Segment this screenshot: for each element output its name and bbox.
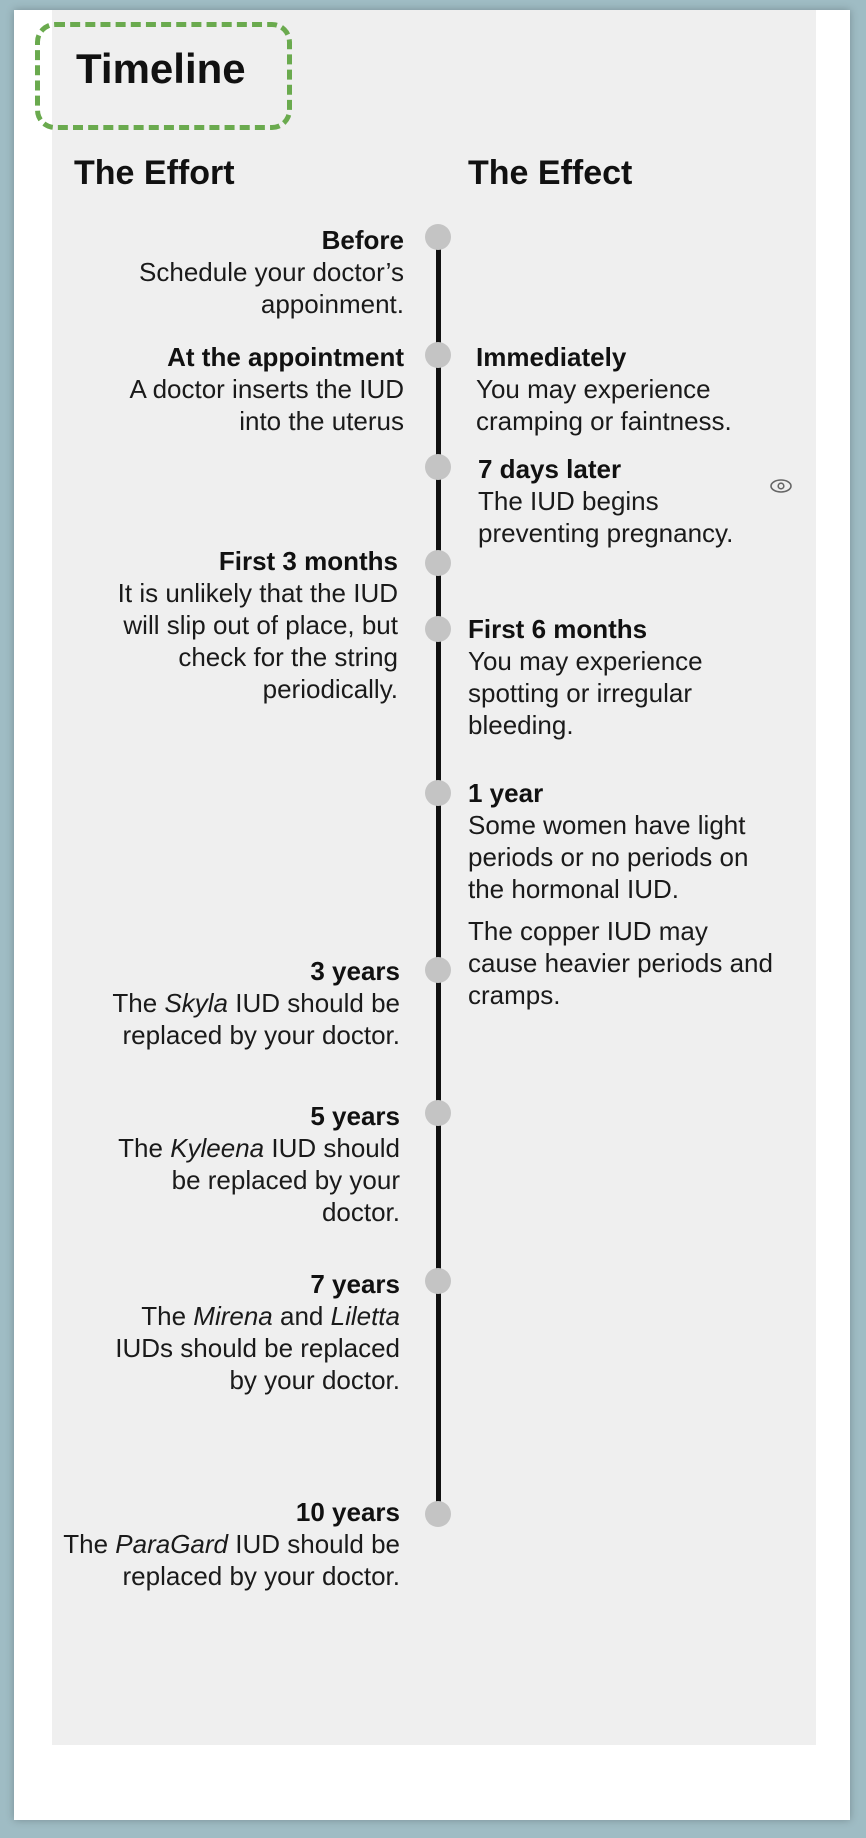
effort-title: First 3 months (218, 546, 398, 576)
column-heading-effect: The Effect (468, 154, 633, 192)
timeline-marker-7-days (425, 454, 451, 480)
effort-desc: The ParaGard IUD should be replaced by your doctor. (63, 1529, 400, 1591)
effect-desc: The IUD begins preventing pregnancy. (478, 486, 734, 548)
timeline-marker-1-year (425, 780, 451, 806)
effect-entry-7-days (478, 453, 768, 549)
timeline-marker-7-years (425, 1268, 451, 1294)
effort-desc: It is unlikely that the IUD will slip out of place, but check for the string periodically. (117, 578, 398, 704)
effort-entry-3-months (90, 545, 398, 705)
effort-desc: Schedule your doctor’s appoinment. (139, 257, 404, 319)
timeline-marker-before (425, 224, 451, 250)
effect-entry-1-year (468, 777, 778, 1011)
timeline-marker-6-months (425, 616, 451, 642)
effect-entry-immediately (476, 341, 776, 437)
timeline-marker-appointment (425, 342, 451, 368)
effort-desc: A doctor inserts the IUD into the uterus (129, 374, 404, 436)
effort-title: 10 years (295, 1497, 400, 1527)
column-heading-effort: The Effort (74, 154, 235, 192)
effect-title: 1 year (468, 778, 544, 808)
effort-title: At the appointment (167, 342, 404, 372)
effort-desc: The Skyla IUD should be replaced by your doctor. (112, 988, 400, 1050)
effort-entry-7-years (90, 1268, 400, 1396)
effect-entry-6-months (468, 613, 738, 741)
timeline-marker-3-years (425, 957, 451, 983)
effort-title: 7 years (310, 1269, 400, 1299)
effect-title: 7 days later (478, 454, 622, 484)
timeline-marker-3-months (425, 550, 451, 576)
effort-entry-3-years (90, 955, 400, 1051)
effort-title: 3 years (310, 956, 400, 986)
page-title: Timeline (76, 45, 246, 92)
effort-desc: The Kyleena IUD should be replaced by your doctor. (118, 1133, 400, 1227)
effect-desc: You may experience cramping or faintness. (476, 374, 732, 436)
effort-entry-10-years (62, 1496, 400, 1592)
effort-title: 5 years (310, 1101, 400, 1131)
effect-desc: You may experience spotting or irregular bleeding. (468, 646, 703, 740)
eye-icon[interactable] (770, 478, 792, 494)
effort-entry-appointment (90, 341, 404, 437)
timeline-line (436, 236, 441, 1514)
effort-entry-before (90, 224, 404, 320)
timeline-marker-10-years (425, 1501, 451, 1527)
effort-title: Before (321, 225, 404, 255)
timeline-marker-5-years (425, 1100, 451, 1126)
effect-desc: Some women have light periods or no periods on the hormonal IUD. (468, 810, 749, 904)
effort-desc: The Mirena and Liletta IUDs should be replaced by your doctor. (115, 1301, 400, 1395)
effect-title: First 6 months (468, 614, 648, 644)
effect-title: Immediately (476, 342, 627, 372)
effort-entry-5-years (110, 1100, 400, 1228)
effect-desc-secondary: The copper IUD may cause heavier periods and cramps. (468, 916, 773, 1010)
